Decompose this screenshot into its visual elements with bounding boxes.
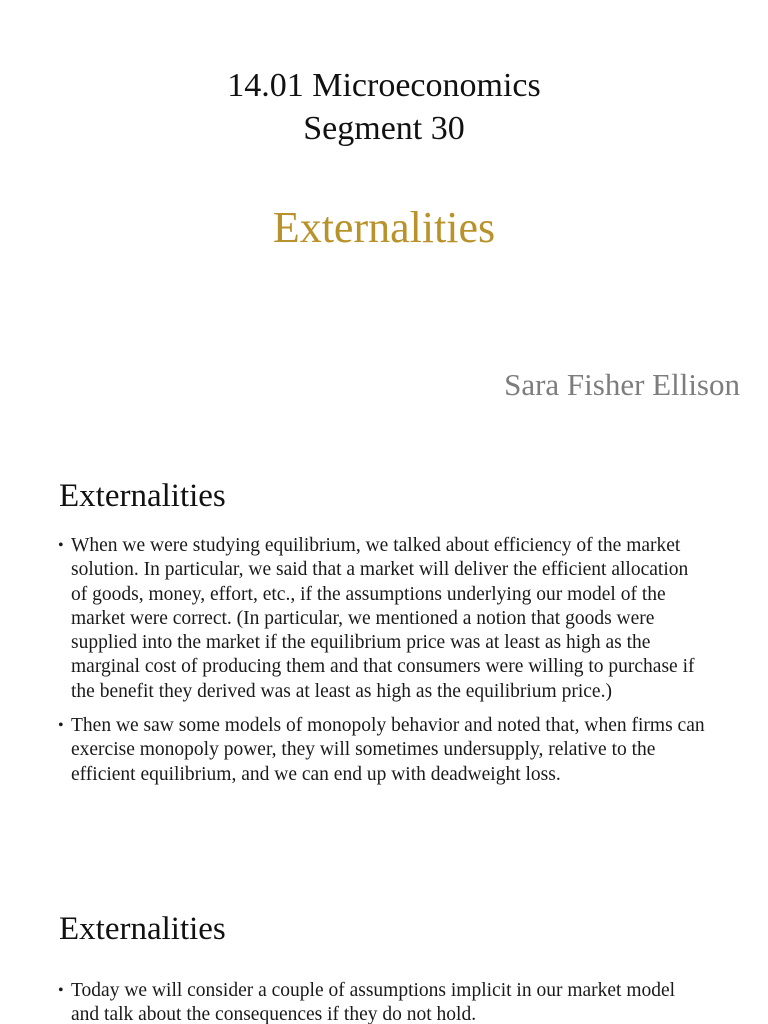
bullet-list	[58, 979, 708, 1024]
main-title: Externalities	[272, 203, 496, 252]
segment-number: Segment 30	[303, 110, 465, 147]
content-slide-externalities-2	[0, 895, 768, 1024]
bullet-item	[58, 979, 708, 1024]
slide-title: Externalities	[59, 478, 226, 514]
bullet-marker: •	[58, 982, 64, 999]
bullet-marker: •	[58, 537, 64, 554]
author-name: Sara Fisher Ellison	[504, 367, 740, 402]
slide-title: Externalities	[59, 911, 226, 947]
bullet-list	[58, 534, 708, 797]
bullet-text: Today we will consider a couple of assumptions implicit in our market model and talk about the consequences if they do not hold.	[71, 980, 676, 1024]
bullet-text: When we were studying equilibrium, we talked about efficiency of the market solution. In particular, we said that a market will deliver the efficient allocation of goods, money, effort, etc., if the assumptions underlying our model of the market were correct. (In particular, we mentioned a notion that goods were supplied into the market if the equilibrium price was at least as high as the marginal cost of producing them and that consumers were willing to purchase if the benefit they derived was at least as high as the equilibrium price.)	[71, 535, 695, 702]
bullet-item	[58, 714, 708, 787]
bullet-text: Then we saw some models of monopoly behavior and noted that, when firms can exercise monopoly power, they will sometimes undersupply, relative to the efficient equilibrium, and we can end up with deadweight loss.	[71, 715, 705, 785]
bullet-item	[58, 534, 708, 704]
content-slide-externalities-1	[0, 460, 768, 870]
title-slide	[0, 0, 768, 450]
bullet-marker: •	[58, 717, 64, 735]
course-name: 14.01 Microeconomics	[227, 67, 541, 104]
